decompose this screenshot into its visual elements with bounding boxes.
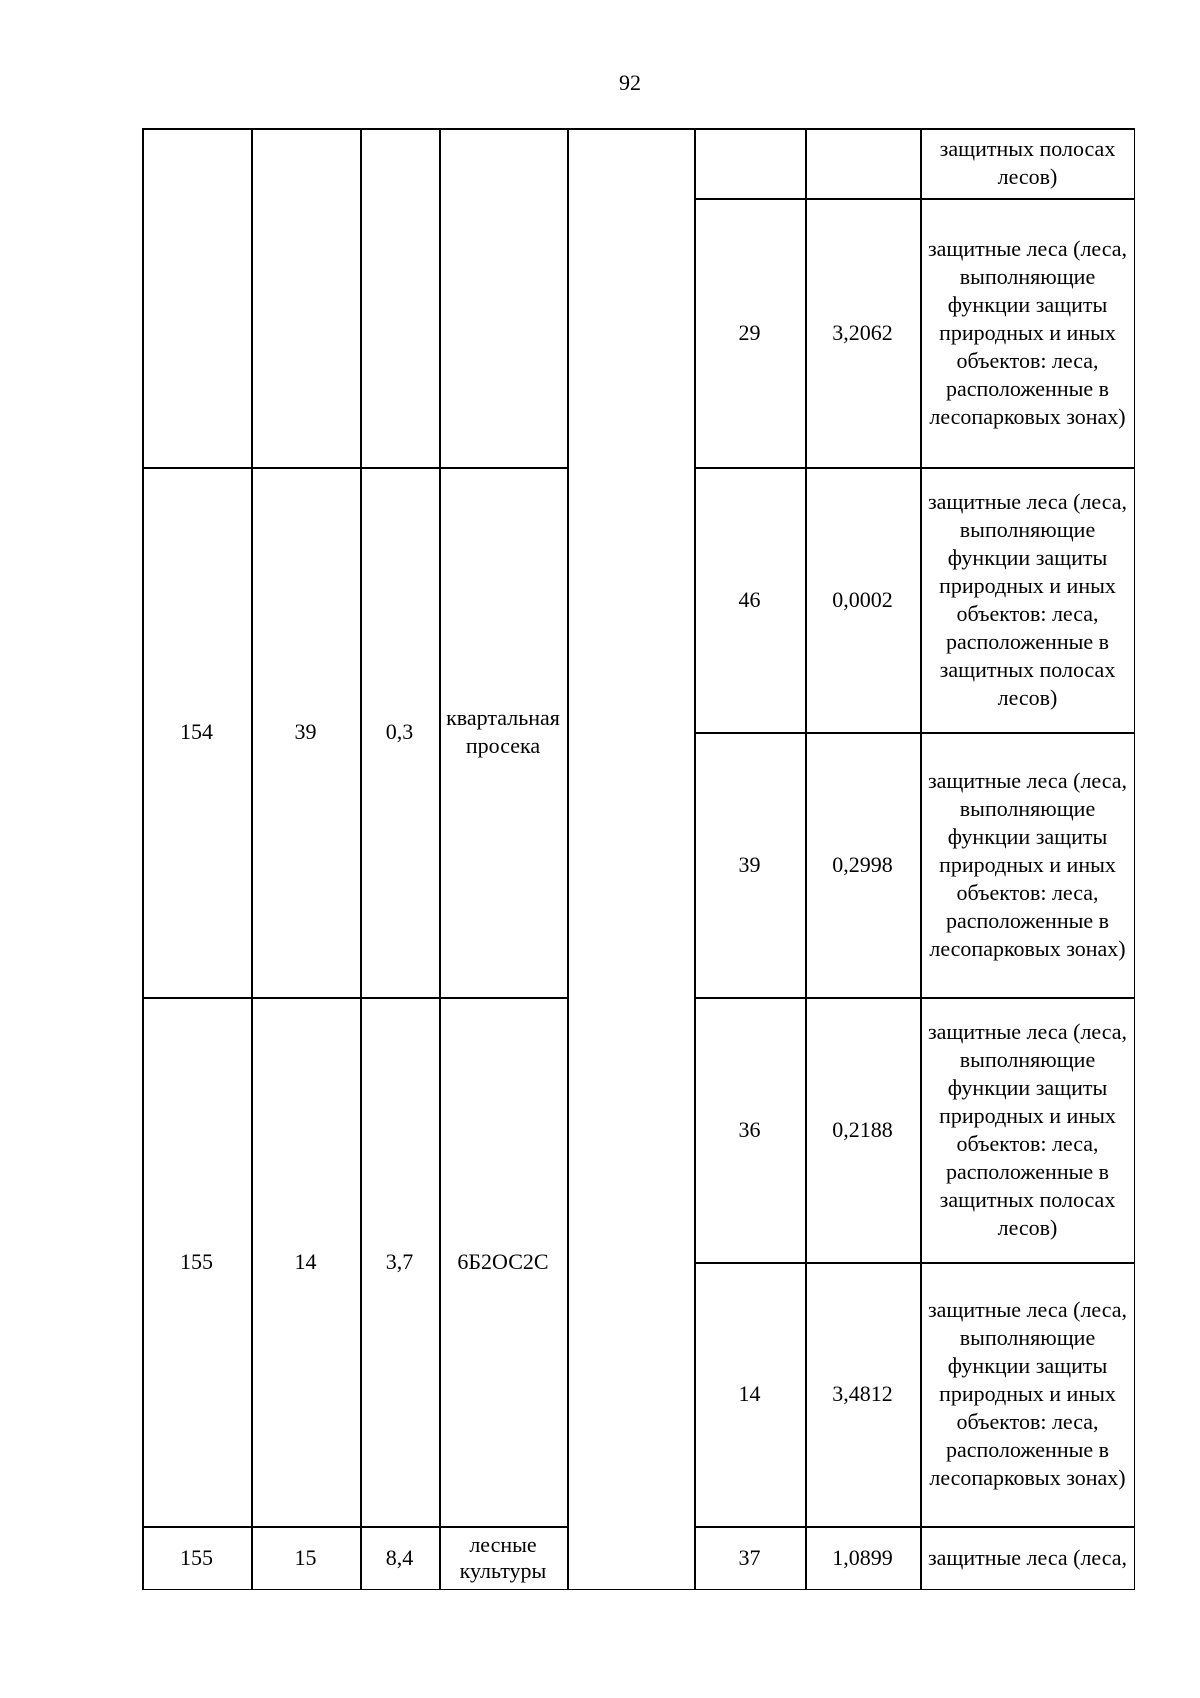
page-number: 92 <box>619 70 641 95</box>
left-row-3-kvartal: 155 <box>180 1545 213 1570</box>
left-row-2-vydel: 14 <box>294 1248 317 1274</box>
right-row-2-category: защитные леса (леса, выполняющие функции защиты природных и иных объектов: леса, расположенные в защитных полосах лесов) <box>927 488 1128 710</box>
right-row-6-vydel: 37 <box>738 1545 761 1570</box>
right-row-5-area: 3,4812 <box>832 1381 893 1406</box>
right-row-1-vydel: 29 <box>738 319 761 345</box>
row-divider <box>142 997 568 999</box>
column-divider <box>805 128 807 1590</box>
right-row-1-area: 3,2062 <box>832 319 893 345</box>
row-divider <box>142 467 568 469</box>
column-divider <box>920 128 922 1590</box>
right-row-2-vydel: 46 <box>738 586 761 612</box>
row-divider <box>142 1526 568 1528</box>
left-row-2-description: 6Б2ОС2С <box>457 1248 549 1274</box>
row-divider <box>694 1526 1135 1528</box>
right-row-3-vydel: 39 <box>738 851 761 877</box>
right-row-5-category: защитные леса (леса, выполняющие функции защиты природных и иных объектов: леса, расположенные в лесопарковых зонах) <box>927 1297 1128 1490</box>
right-row-0-category: защитных полосах лесов) <box>939 136 1116 189</box>
row-divider <box>694 1262 1135 1264</box>
right-row-1-category: защитные леса (леса, выполняющие функции защиты природных и иных объектов: леса, расположенные в лесопарковых зонах) <box>927 235 1128 429</box>
right-row-5-vydel: 14 <box>738 1381 761 1406</box>
left-row-2-area: 3,7 <box>385 1248 414 1274</box>
left-row-3-description: лесные культуры <box>459 1532 547 1583</box>
column-divider <box>251 128 253 1590</box>
right-row-0-vydel <box>694 128 805 198</box>
merged-column-cell <box>567 128 694 1590</box>
column-divider <box>694 128 696 1590</box>
row-divider <box>694 467 1135 469</box>
left-row-0-vydel <box>251 128 360 467</box>
left-row-0-kvartal <box>142 128 251 467</box>
table-border-left <box>142 128 144 1590</box>
column-divider <box>439 128 441 1590</box>
left-row-1-kvartal: 154 <box>180 719 213 744</box>
right-row-4-area: 0,2188 <box>832 1116 893 1142</box>
right-row-4-category: защитные леса (леса, выполняющие функции защиты природных и иных объектов: леса, расположенные в защитных полосах лесов) <box>927 1018 1128 1240</box>
right-row-3-area: 0,2998 <box>832 851 893 877</box>
right-row-2-area: 0,0002 <box>832 586 893 612</box>
table-border-right <box>1134 128 1136 1590</box>
right-row-6-category: защитные леса (леса, <box>927 1545 1128 1570</box>
left-row-2-kvartal: 155 <box>180 1248 213 1274</box>
left-row-1-description: квартальная просека <box>446 705 560 758</box>
left-row-0-description <box>439 128 567 467</box>
row-divider <box>694 997 1135 999</box>
forest-table <box>142 128 1135 1590</box>
table-border-bottom <box>142 1589 1135 1591</box>
right-row-4-vydel: 36 <box>738 1116 761 1142</box>
right-row-0-area <box>805 128 920 198</box>
left-row-3-vydel: 15 <box>294 1545 317 1570</box>
left-row-1-vydel: 39 <box>294 719 317 744</box>
column-divider <box>360 128 362 1590</box>
left-row-1-area: 0,3 <box>385 719 414 744</box>
left-row-0-area <box>360 128 439 467</box>
column-divider <box>567 128 569 1590</box>
row-divider <box>694 732 1135 734</box>
right-row-6-area: 1,0899 <box>832 1545 893 1570</box>
right-row-3-category: защитные леса (леса, выполняющие функции защиты природных и иных объектов: леса, расположенные в лесопарковых зонах) <box>927 767 1128 961</box>
row-divider <box>694 198 1135 200</box>
table-border-top <box>142 128 1135 130</box>
left-row-3-area: 8,4 <box>385 1545 414 1570</box>
